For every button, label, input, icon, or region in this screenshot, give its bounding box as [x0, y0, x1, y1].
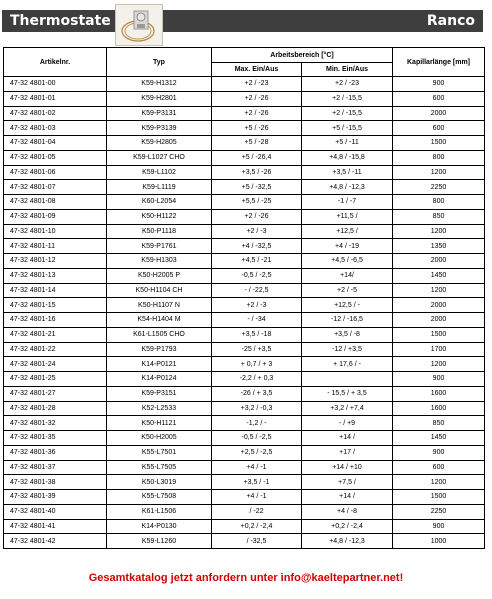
max-cell: +5,5 / -25 — [212, 195, 302, 210]
kapillar-cell: 850 — [393, 416, 485, 431]
typ-cell: K59-H1303 — [107, 254, 212, 269]
min-cell: -12 / +3,5 — [302, 342, 393, 357]
min-cell: +4 / -19 — [302, 239, 393, 254]
max-cell: +3,2 / -0,3 — [212, 401, 302, 416]
kapillar-cell: 1200 — [393, 475, 485, 490]
max-cell: -25 / +3,5 — [212, 342, 302, 357]
min-cell: + 17,6 / - — [302, 357, 393, 372]
typ-cell: K59-L1119 — [107, 180, 212, 195]
min-cell: +12,5 / - — [302, 298, 393, 313]
kapillar-cell: 1700 — [393, 342, 485, 357]
table-row — [4, 490, 485, 505]
min-cell: +4,8 / -15,8 — [302, 150, 393, 165]
artikel-cell: 47-32 4801-41 — [4, 519, 107, 534]
kapillar-cell: 1200 — [393, 165, 485, 180]
max-cell: +3,5 / -26 — [212, 165, 302, 180]
table-row — [4, 445, 485, 460]
min-cell: +14 / — [302, 490, 393, 505]
artikel-cell: 47-32 4801-15 — [4, 298, 107, 313]
typ-cell: K59-H2801 — [107, 91, 212, 106]
table-row — [4, 165, 485, 180]
table-row — [4, 401, 485, 416]
max-cell: +3,5 / -18 — [212, 327, 302, 342]
typ-cell: K59-L1027 CHO — [107, 150, 212, 165]
table-row — [4, 268, 485, 283]
typ-cell: K50-L3019 — [107, 475, 212, 490]
min-cell: +3,5 / -8 — [302, 327, 393, 342]
table-row — [4, 106, 485, 121]
min-cell: +0,2 / -2,4 — [302, 519, 393, 534]
typ-cell: K50-H1121 — [107, 416, 212, 431]
table-row — [4, 91, 485, 106]
artikel-cell: 47-32 4801-27 — [4, 386, 107, 401]
min-cell — [302, 372, 393, 387]
artikel-cell: 47-32 4801-38 — [4, 475, 107, 490]
col-header-max: Max. Ein/Aus — [212, 63, 302, 77]
kapillar-cell: 1450 — [393, 431, 485, 446]
table-row — [4, 416, 485, 431]
typ-cell: K55-L7508 — [107, 490, 212, 505]
table-row — [4, 254, 485, 269]
thermostat-product-image — [115, 4, 163, 46]
max-cell: -0,5 / -2,5 — [212, 431, 302, 446]
typ-cell: K14-P0130 — [107, 519, 212, 534]
kapillar-cell: 850 — [393, 209, 485, 224]
kapillar-cell: 1000 — [393, 534, 485, 549]
max-cell: +5 / -32,5 — [212, 180, 302, 195]
max-cell: +2 / -3 — [212, 298, 302, 313]
table-row — [4, 342, 485, 357]
max-cell: +2 / -26 — [212, 91, 302, 106]
artikel-cell: 47-32 4801-00 — [4, 77, 107, 92]
kapillar-cell: 1600 — [393, 401, 485, 416]
kapillar-cell: 600 — [393, 121, 485, 136]
kapillar-cell: 600 — [393, 460, 485, 475]
min-cell: - / +9 — [302, 416, 393, 431]
artikel-cell: 47-32 4801-06 — [4, 165, 107, 180]
kapillar-cell: 800 — [393, 150, 485, 165]
typ-cell: K59-P3139 — [107, 121, 212, 136]
kapillar-cell: 900 — [393, 77, 485, 92]
max-cell: +5 / -28 — [212, 136, 302, 151]
min-cell: +7,5 / — [302, 475, 393, 490]
min-cell: +12,5 / — [302, 224, 393, 239]
max-cell: +2 / -3 — [212, 224, 302, 239]
table-row — [4, 386, 485, 401]
max-cell: +2 / -26 — [212, 209, 302, 224]
artikel-cell: 47-32 4801-39 — [4, 490, 107, 505]
max-cell: -26 / + 3,5 — [212, 386, 302, 401]
table-row — [4, 460, 485, 475]
max-cell: + 0,7 / + 3 — [212, 357, 302, 372]
table-row — [4, 534, 485, 549]
header-brand: Ranco — [426, 13, 475, 29]
catalog-footer: Gesamtkatalog jetzt anfordern unter info@kaeltepartner.net! — [88, 572, 404, 584]
typ-cell: K50-P1118 — [107, 224, 212, 239]
min-cell: +2 / -23 — [302, 77, 393, 92]
kapillar-cell: 1350 — [393, 239, 485, 254]
artikel-cell: 47-32 4801-32 — [4, 416, 107, 431]
typ-cell: K59-L1260 — [107, 534, 212, 549]
artikel-cell: 47-32 4801-01 — [4, 91, 107, 106]
max-cell: - / -34 — [212, 313, 302, 328]
max-cell: +0,2 / -2,4 — [212, 519, 302, 534]
min-cell: +4,8 / -12,3 — [302, 534, 393, 549]
typ-cell: K50-H1104 CH — [107, 283, 212, 298]
table-row — [4, 431, 485, 446]
col-header-arbeitsbereich: Arbeitsbereich [°C] — [212, 48, 393, 63]
artikel-cell: 47-32 4801-25 — [4, 372, 107, 387]
typ-cell: K59-P3151 — [107, 386, 212, 401]
min-cell: +11,5 / — [302, 209, 393, 224]
kapillar-cell: 2000 — [393, 254, 485, 269]
max-cell: +2 / -26 — [212, 106, 302, 121]
typ-cell: K59-P1793 — [107, 342, 212, 357]
table-row — [4, 77, 485, 92]
max-cell: +4,5 / -21 — [212, 254, 302, 269]
table-row — [4, 298, 485, 313]
typ-cell: K59-H1312 — [107, 77, 212, 92]
typ-cell: K55-L7505 — [107, 460, 212, 475]
artikel-cell: 47-32 4801-09 — [4, 209, 107, 224]
table-row — [4, 519, 485, 534]
typ-cell: K61-L1505 CHO — [107, 327, 212, 342]
typ-cell: K59-L1102 — [107, 165, 212, 180]
kapillar-cell: 800 — [393, 195, 485, 210]
artikel-cell: 47-32 4801-16 — [4, 313, 107, 328]
typ-cell: K50-H2005 P — [107, 268, 212, 283]
thermostat-table — [3, 47, 485, 549]
kapillar-cell: 900 — [393, 372, 485, 387]
table-row — [4, 357, 485, 372]
kapillar-cell: 2000 — [393, 298, 485, 313]
min-cell: +4,5 / -6,5 — [302, 254, 393, 269]
artikel-cell: 47-32 4801-11 — [4, 239, 107, 254]
artikel-cell: 47-32 4801-08 — [4, 195, 107, 210]
max-cell: / -22 — [212, 504, 302, 519]
typ-cell: K14-P0121 — [107, 357, 212, 372]
artikel-cell: 47-32 4801-04 — [4, 136, 107, 151]
kapillar-cell: 1200 — [393, 357, 485, 372]
artikel-cell: 47-32 4801-24 — [4, 357, 107, 372]
min-cell: +2 / -15,5 — [302, 91, 393, 106]
table-row — [4, 150, 485, 165]
min-cell: +3,2 / +7,4 — [302, 401, 393, 416]
col-header-kapillar: Kapillarlänge [mm] — [393, 48, 485, 77]
min-cell: +14 / — [302, 431, 393, 446]
artikel-cell: 47-32 4801-37 — [4, 460, 107, 475]
kapillar-cell: 1500 — [393, 136, 485, 151]
kapillar-cell: 2250 — [393, 504, 485, 519]
artikel-cell: 47-32 4801-13 — [4, 268, 107, 283]
kapillar-cell: 900 — [393, 445, 485, 460]
artikel-cell: 47-32 4801-35 — [4, 431, 107, 446]
table-row — [4, 195, 485, 210]
artikel-cell: 47-32 4801-10 — [4, 224, 107, 239]
max-cell: - / -22,5 — [212, 283, 302, 298]
max-cell: +5 / -26,4 — [212, 150, 302, 165]
table-row — [4, 475, 485, 490]
table-row — [4, 180, 485, 195]
artikel-cell: 47-32 4801-05 — [4, 150, 107, 165]
artikel-cell: 47-32 4801-03 — [4, 121, 107, 136]
artikel-cell: 47-32 4801-40 — [4, 504, 107, 519]
max-cell: +4 / -1 — [212, 490, 302, 505]
typ-cell: K59-H2805 — [107, 136, 212, 151]
max-cell: -2,2 / + 0,3 — [212, 372, 302, 387]
table-row — [4, 209, 485, 224]
kapillar-cell: 900 — [393, 519, 485, 534]
min-cell: +2 / -5 — [302, 283, 393, 298]
typ-cell: K59-P1761 — [107, 239, 212, 254]
artikel-cell: 47-32 4801-14 — [4, 283, 107, 298]
typ-cell: K50-H1107 N — [107, 298, 212, 313]
typ-cell: K54-H1404 M — [107, 313, 212, 328]
typ-cell: K50-H1122 — [107, 209, 212, 224]
table-row — [4, 121, 485, 136]
table-row — [4, 136, 485, 151]
max-cell: +3,5 / -1 — [212, 475, 302, 490]
kapillar-cell: 1500 — [393, 327, 485, 342]
kapillar-cell: 2000 — [393, 106, 485, 121]
header-bar — [2, 10, 483, 32]
max-cell: -0,5 / -2,5 — [212, 268, 302, 283]
kapillar-cell: 1200 — [393, 224, 485, 239]
typ-cell: K55-L7501 — [107, 445, 212, 460]
min-cell: +5 / -15,5 — [302, 121, 393, 136]
table-row — [4, 239, 485, 254]
artikel-cell: 47-32 4801-12 — [4, 254, 107, 269]
max-cell: +2,5 / -2,5 — [212, 445, 302, 460]
typ-cell: K52-L2533 — [107, 401, 212, 416]
artikel-cell: 47-32 4801-36 — [4, 445, 107, 460]
typ-cell: K60-L2054 — [107, 195, 212, 210]
min-cell: +17 / — [302, 445, 393, 460]
table-row — [4, 327, 485, 342]
max-cell: +4 / -1 — [212, 460, 302, 475]
max-cell: -1,2 / - — [212, 416, 302, 431]
min-cell: +14 / +10 — [302, 460, 393, 475]
table-row — [4, 372, 485, 387]
kapillar-cell: 2250 — [393, 180, 485, 195]
max-cell: +2 / -23 — [212, 77, 302, 92]
artikel-cell: 47-32 4801-28 — [4, 401, 107, 416]
max-cell: +5 / -26 — [212, 121, 302, 136]
artikel-cell: 47-32 4801-22 — [4, 342, 107, 357]
col-header-typ: Typ — [107, 48, 212, 77]
table-row — [4, 313, 485, 328]
max-cell: / -32,5 — [212, 534, 302, 549]
min-cell: +3,5 / -11 — [302, 165, 393, 180]
typ-cell: K59-P3131 — [107, 106, 212, 121]
min-cell: +5 / -11 — [302, 136, 393, 151]
header-title: Thermostate — [10, 13, 111, 29]
artikel-cell: 47-32 4801-42 — [4, 534, 107, 549]
kapillar-cell: 1600 — [393, 386, 485, 401]
typ-cell: K61-L1506 — [107, 504, 212, 519]
min-cell: - 15,5 / + 3,5 — [302, 386, 393, 401]
typ-cell: K14-P0124 — [107, 372, 212, 387]
kapillar-cell: 1450 — [393, 268, 485, 283]
col-header-artikel: Artikelnr. — [4, 48, 107, 77]
min-cell: +4 / -8 — [302, 504, 393, 519]
min-cell: -12 / -16,5 — [302, 313, 393, 328]
table-row — [4, 283, 485, 298]
kapillar-cell: 2000 — [393, 313, 485, 328]
typ-cell: K50-H2005 — [107, 431, 212, 446]
table-row — [4, 224, 485, 239]
min-cell: +2 / -15,5 — [302, 106, 393, 121]
min-cell: +14/ — [302, 268, 393, 283]
table-body — [4, 77, 485, 549]
artikel-cell: 47-32 4801-02 — [4, 106, 107, 121]
table-row — [4, 504, 485, 519]
max-cell: +4 / -32,5 — [212, 239, 302, 254]
artikel-cell: 47-32 4801-07 — [4, 180, 107, 195]
col-header-min: Min. Ein/Aus — [302, 63, 393, 77]
kapillar-cell: 600 — [393, 91, 485, 106]
min-cell: +4,8 / -12,3 — [302, 180, 393, 195]
kapillar-cell: 1200 — [393, 283, 485, 298]
kapillar-cell: 1500 — [393, 490, 485, 505]
artikel-cell: 47-32 4801-21 — [4, 327, 107, 342]
min-cell: -1 / -7 — [302, 195, 393, 210]
